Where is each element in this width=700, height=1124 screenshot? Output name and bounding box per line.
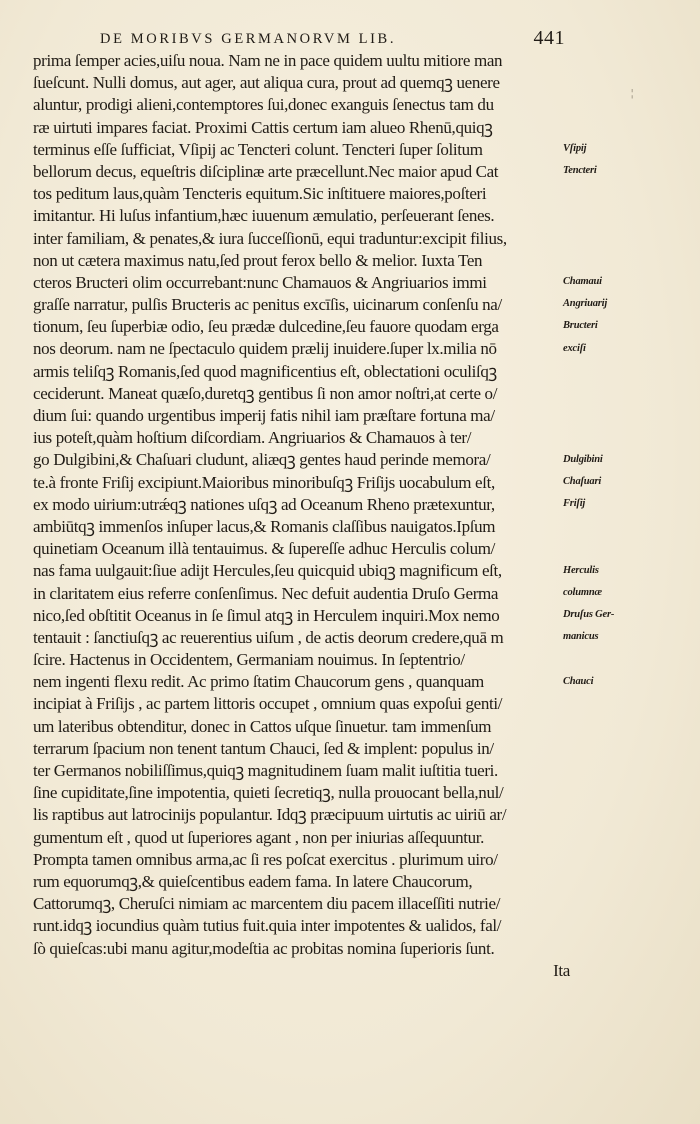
text-line: ſcire. Hactenus in Occidentem, Germaniam nouimus. In ſeptentrio/ (33, 650, 465, 670)
text-line: nico,ſed obſtitit Oceanus in ſe ſimul atqꝫ in Herculem inquiri.Mox nemo (33, 605, 500, 625)
text-line: armis teliſqꝫ Romanis,ſed quod magnificentius eſt, oblectationi oculiſqꝫ (33, 361, 497, 381)
marginal-note: Vſipij (563, 142, 587, 154)
text-line: ex modo uirium:utrǽqꝫ nationes uſqꝫ ad Oceanum Rheno prætexuntur, (33, 494, 495, 514)
text-line: prima ſemper acies,uiſu noua. Nam ne in pace quidem uultu mitiore man (33, 51, 503, 70)
text-line: Cattorumqꝫ, Cheruſci nimiam ac marcentem diu pacem illaceſſiti nutrie/ (33, 894, 501, 914)
text-line: tionum, ſeu ſuperbiæ odio, ſeu prædæ dulcedine,ſeu fauore quodam erga (33, 317, 499, 337)
text-line: lis raptibus aut latrocinijs populantur. Idqꝫ præcipuum uirtutis ac uiriū ar/ (33, 805, 507, 825)
running-head: DE MORIBVS GERMANORVM LIB. (100, 31, 397, 47)
text-line: ſine cupiditate,ſine impotentia, quieti ſecretiqꝫ, nulla prouocant bella,nul/ (33, 783, 504, 803)
text-line: inter familiam, & penates,& iura ſucceſſionū, equi traduntur:excipit filius, (33, 228, 507, 248)
text-line: te.à fronte Friſij excipiunt.Maioribus minoribuſqꝫ Friſijs uocabulum eſt, (33, 472, 495, 492)
marginal-note: Tencteri (563, 165, 597, 176)
marginal-note: columnæ (563, 586, 602, 598)
text-line: rum equorumqꝫ,& quieſcentibus eadem fama. In latere Chaucorum, (33, 871, 473, 891)
text-line: terminus eſſe ſufficiat, Vſipij ac Tencteri colunt. Tencteri ſuper ſolitum (33, 139, 483, 159)
marginal-note: Druſus Ger- (563, 609, 615, 620)
text-line: ter Germanos nobiliſſimus,quiqꝫ magnitudinem ſuam malit iuſtitia tueri. (33, 761, 498, 780)
text-line: quinetiam Oceanum illà tentauimus. & ſupereſſe adhuc Herculis colum/ (33, 539, 495, 559)
text-line: ſò quieſcas:ubi manu agitur,modeſtia ac probitas nomina ſuperioris ſunt. (33, 938, 495, 958)
text-line: ceciderunt. Maneat quæſo,duretqꝫ gentibus ſi non amor noſtri,at certe o/ (33, 383, 498, 403)
text-line: non ut cætera maximus natu,ſed prout ferox bello & melior. Iuxta Ten (33, 250, 483, 270)
marginal-note: Herculis (563, 564, 599, 576)
text-line: bellorum decus, equeſtris diſciplinæ arte præcellunt.Nec maior apud Cat (33, 161, 499, 181)
catchword: Ita (553, 960, 570, 980)
marginal-note: Bructeri (563, 320, 598, 332)
text-line: ius poteſt,quàm hoſtium diſcordiam. Angriuarios & Chamauos à ter/ (33, 428, 472, 448)
marginal-note: Dulgibini (563, 453, 603, 465)
text-line: ſueſcunt. Nulli domus, aut ager, aut aliqua cura, prout ad quemqꝫ uenere (33, 73, 500, 93)
edge-mark: ¦ (631, 87, 634, 99)
text-line: nas fama uulgauit:ſiue adijt Hercules,ſeu quicquid ubiqꝫ magnificum eſt, (33, 561, 502, 581)
marginal-note: Chauci (563, 675, 594, 687)
marginal-note: Friſij (563, 498, 586, 509)
text-line: in claritatem eius referre conſenſimus. Nec defuit audentia Druſo Germa (33, 583, 499, 603)
text-line: um lateribus obtenditur, donec in Cattos uſque ſinuetur. tam immenſum (33, 716, 492, 736)
text-line: go Dulgibini,& Chaſuari cludunt, aliæqꝫ gentes haud perinde memora/ (33, 450, 491, 470)
text-line: incipiat à Friſijs , ac partem littoris occupet , omnium quas expoſui genti/ (33, 694, 503, 714)
text-line: tentauit : ſanctiuſqꝫ ac reuerentius uiſum , de actis deorum credere,quā m (33, 627, 504, 647)
text-line: ambiūtqꝫ immenſos inſuper lacus,& Romanis claſſibus nauigatos.Ipſum (33, 516, 496, 536)
text-line: dium ſui: quando urgentibus imperij fatis nihil iam præſtare fortuna ma/ (33, 406, 495, 425)
marginal-note: exciſi (563, 342, 586, 354)
text-line: ræ uirtuti impares faciat. Proximi Cattis certum iam alueo Rhenū,quiqꝫ (33, 117, 493, 137)
text-line: nos deorum. nam ne ſpectaculo quidem prælij inuidere.ſuper lx.milia nō (33, 339, 497, 359)
text-line: tos peditum laus,quàm Tencteris equitum.Sic inſtituere maiores,poſteri (33, 184, 487, 204)
text-line: imitantur. Hi luſus infantium,hæc iuuenum æmulatio, perſeuerant ſenes. (33, 206, 495, 226)
text-line: nem ingenti flexu redit. Ac primo ſtatim Chaucorum gens , quanquam (33, 672, 484, 692)
text-line: terrarum ſpacium non tenent tantum Chauci, ſed & implent: populus in/ (33, 738, 494, 758)
text-line: graſſe narratur, pulſis Bructeris ac penitus excīſis, uicinarum conſenſu na/ (33, 295, 502, 315)
marginal-note: Chamaui (563, 276, 602, 287)
marginal-note: manicus (563, 631, 599, 643)
page-number: 441 (533, 27, 565, 49)
text-line: cteros Bructeri olim occurrebant:nunc Chamauos & Angriuarios immi (33, 272, 487, 292)
body-text (33, 50, 573, 982)
text-line: aluntur, prodigi alieni,contemptores ſui,donec exanguis ſenectus tam du (33, 95, 494, 115)
text-line: runt.idqꝫ iocundius quàm tutius fuit.quia inter impotentes & ualidos, fal/ (33, 916, 502, 936)
text-line: Prompta tamen omnibus arma,ac ſi res poſcat exercitus . plurimum uiro/ (33, 849, 498, 869)
marginal-note: Angriuarij (563, 298, 608, 310)
text-line: gumentum eſt , quod ut ſuperiores agant , non per iniurias aſſequuntur. (33, 827, 485, 847)
marginal-note: Chaſuari (563, 475, 602, 487)
